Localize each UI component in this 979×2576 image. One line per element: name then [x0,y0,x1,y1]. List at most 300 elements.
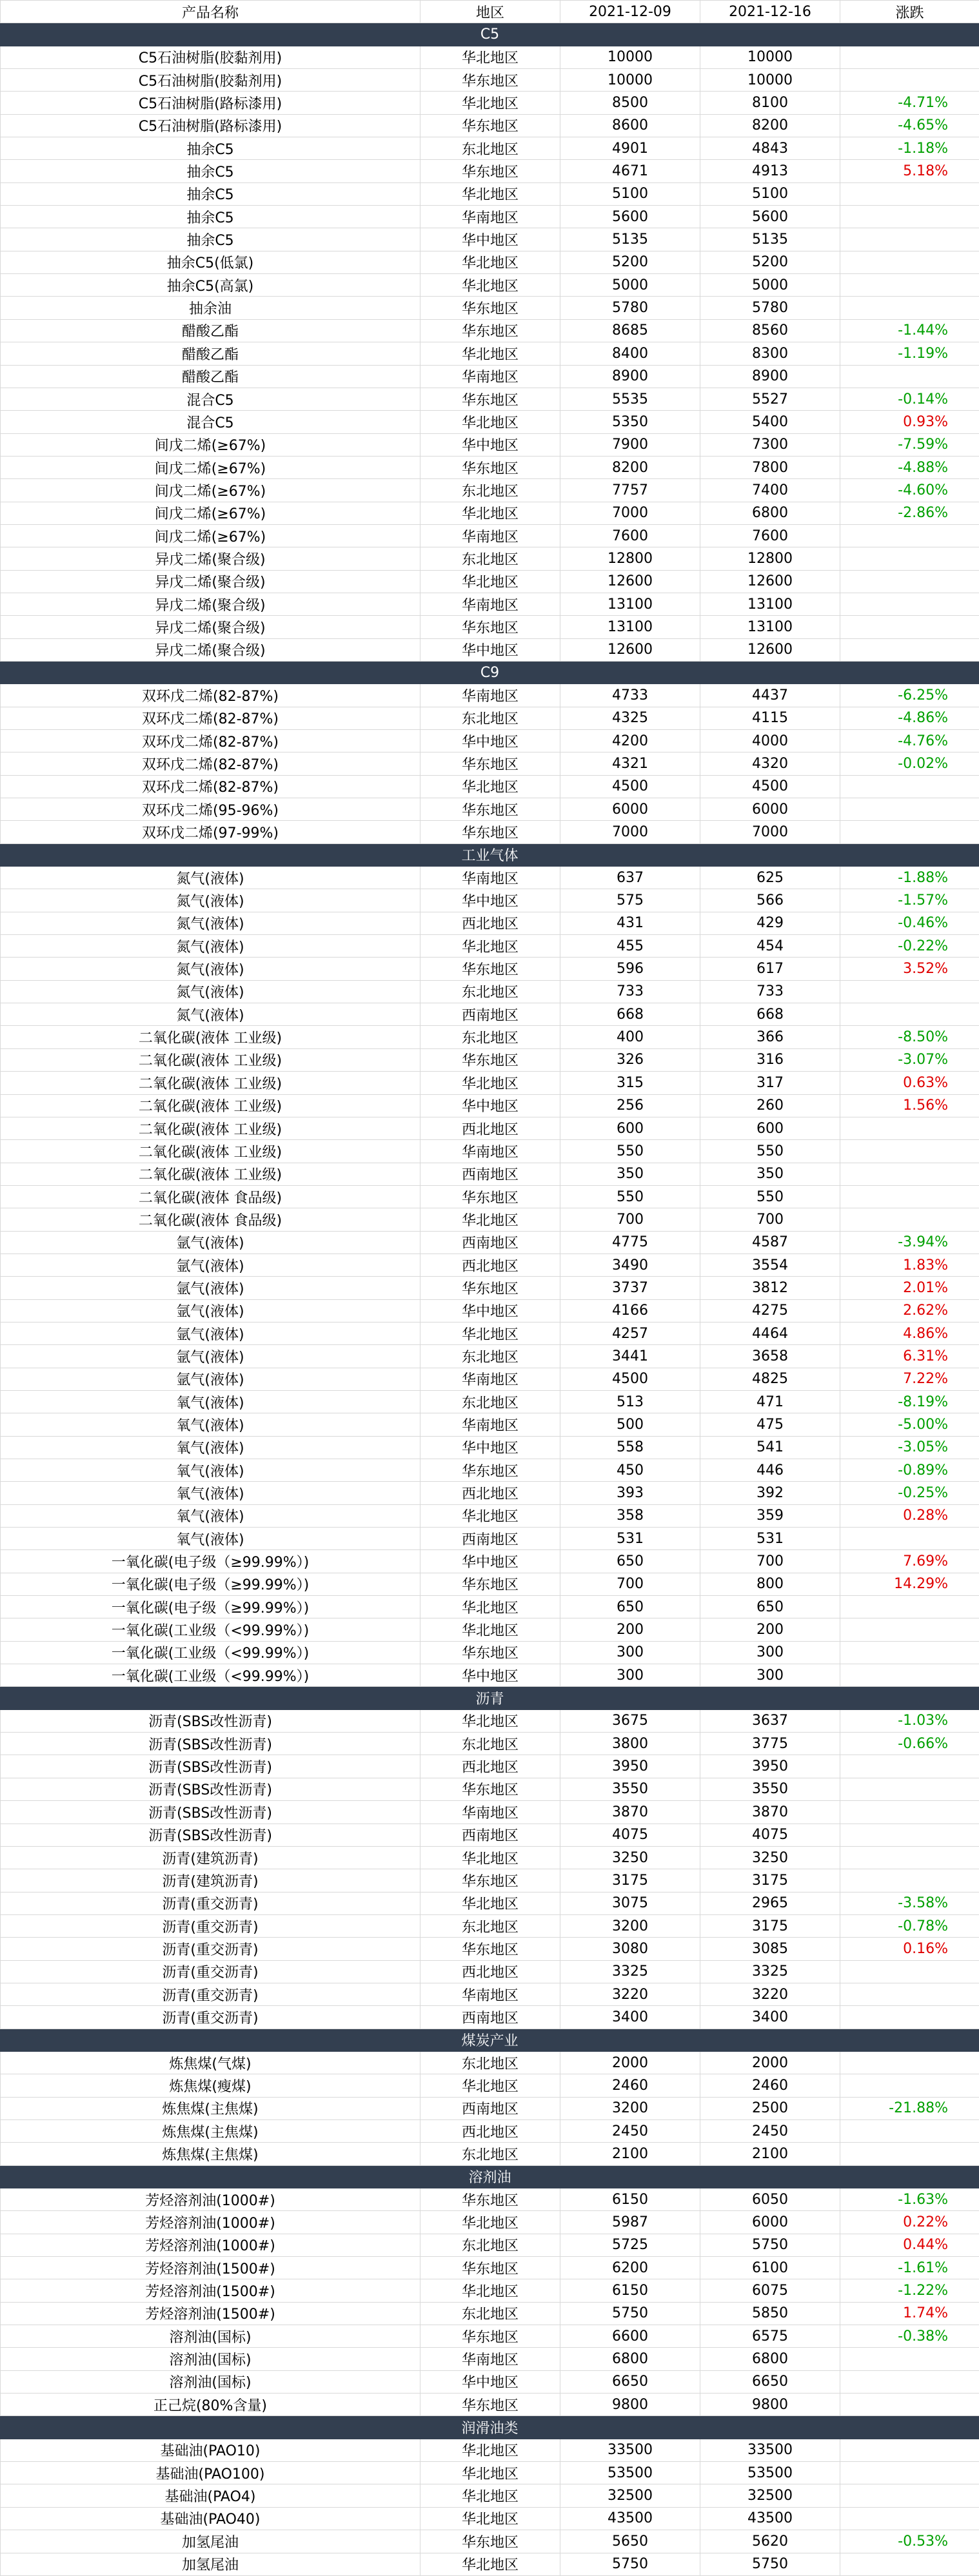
cell-price-1: 513 [560,1390,700,1413]
cell-price-2: 2965 [700,1892,840,1914]
table-row [1,1641,979,1664]
cell-price-1: 5987 [560,2211,700,2234]
cell-price-1: 12600 [560,638,700,661]
header-row [1,1,979,23]
cell-price-2: 3550 [700,1778,840,1800]
cell-product-name: 炼焦煤(瘦煤) [1,2074,420,2097]
cell-price-1: 10000 [560,46,700,68]
cell-price-1: 3175 [560,1869,700,1892]
cell-region: 华中地区 [420,889,560,912]
table-row [1,46,979,68]
cell-change [840,616,979,638]
cell-product-name: 二氧化碳(液体 食品级) [1,1208,420,1231]
cell-price-1: 558 [560,1436,700,1459]
cell-change: 3.52% [840,958,979,980]
table-row [1,319,979,342]
cell-product-name: C5石油树脂(胶黏剂用) [1,69,420,92]
cell-region: 西北地区 [420,912,560,934]
table-row [1,1140,979,1163]
cell-region: 西南地区 [420,1824,560,1846]
cell-product-name: 双环戊二烯(97-99%) [1,821,420,843]
cell-price-2: 531 [700,1528,840,1550]
cell-change: -0.78% [840,1914,979,1937]
cell-price-1: 450 [560,1459,700,1482]
table-row [1,1846,979,1869]
cell-price-2: 5527 [700,388,840,410]
table-row [1,365,979,388]
cell-region: 东北地区 [420,1733,560,1755]
cell-region: 华南地区 [420,1983,560,2005]
cell-region: 东北地区 [420,980,560,1003]
cell-product-name: 氮气(液体) [1,889,420,912]
table-row [1,2530,979,2553]
cell-region: 华北地区 [420,2439,560,2461]
cell-price-1: 10000 [560,69,700,92]
table-row [1,2006,979,2029]
cell-product-name: 一氧化碳(电子级（≥99.99%）) [1,1596,420,1618]
cell-region: 华东地区 [420,2188,560,2211]
table-row [1,935,979,958]
cell-change: -1.18% [840,137,979,160]
cell-product-name: C5石油树脂(胶黏剂用) [1,46,420,68]
table-row [1,1550,979,1573]
table-row [1,2325,979,2348]
cell-region: 华中地区 [420,1299,560,1322]
cell-price-2: 6000 [700,2211,840,2234]
cell-price-2: 446 [700,1459,840,1482]
cell-price-1: 575 [560,889,700,912]
cell-region: 华东地区 [420,1938,560,1960]
cell-price-2: 4075 [700,1824,840,1846]
cell-price-2: 5620 [700,2530,840,2553]
table-row [1,616,979,638]
cell-price-2: 700 [700,1550,840,1573]
cell-price-1: 6000 [560,798,700,821]
cell-price-2: 3950 [700,1755,840,1778]
table-row [1,2484,979,2507]
cell-region: 华东地区 [420,319,560,342]
cell-change [840,775,979,798]
cell-product-name: 氩气(液体) [1,1345,420,1368]
cell-region: 华中地区 [420,1664,560,1687]
cell-price-1: 7757 [560,479,700,502]
cell-price-2: 3775 [700,1733,840,1755]
cell-change: -3.05% [840,1436,979,1459]
cell-price-1: 4257 [560,1322,700,1344]
cell-change: -0.14% [840,388,979,410]
cell-region: 华东地区 [420,388,560,410]
cell-change [840,1801,979,1824]
cell-price-2: 3554 [700,1254,840,1276]
cell-region: 华东地区 [420,2394,560,2416]
cell-change [840,593,979,615]
cell-price-2: 10000 [700,46,840,68]
cell-price-1: 5750 [560,2553,700,2575]
cell-change [840,1003,979,1026]
cell-change [840,2462,979,2484]
cell-product-name: 间戊二烯(≥67%) [1,502,420,524]
cell-region: 西南地区 [420,1003,560,1026]
cell-change: -1.22% [840,2279,979,2302]
table-row [1,479,979,502]
table-row [1,1026,979,1048]
cell-price-1: 7000 [560,821,700,843]
table-row [1,160,979,182]
cell-product-name: 抽余油 [1,297,420,319]
cell-price-2: 12800 [700,547,840,570]
cell-product-name: 芳烃溶剂油(1500#) [1,2279,420,2302]
cell-price-1: 12600 [560,570,700,593]
cell-price-1: 5200 [560,251,700,273]
cell-change [840,1778,979,1800]
cell-price-1: 12800 [560,547,700,570]
cell-product-name: 沥青(重交沥青) [1,1938,420,1960]
table-row [1,2074,979,2097]
cell-change [840,2119,979,2142]
cell-region: 华东地区 [420,798,560,821]
section-header-row [1,661,979,683]
cell-product-name: 双环戊二烯(82-87%) [1,684,420,707]
table-row [1,2279,979,2302]
cell-product-name: 炼焦煤(气煤) [1,2051,420,2074]
cell-change: -1.03% [840,1709,979,1732]
cell-product-name: 二氧化碳(液体 食品级) [1,1185,420,1208]
cell-price-1: 550 [560,1185,700,1208]
cell-price-1: 5535 [560,388,700,410]
section-header-row [1,23,979,46]
cell-change [840,2143,979,2165]
header-date-2: 2021-12-16 [700,1,840,23]
cell-price-2: 5400 [700,411,840,433]
cell-region: 西北地区 [420,1117,560,1139]
cell-price-1: 3220 [560,1983,700,2005]
table-header [1,1,979,23]
table-row [1,92,979,114]
cell-change: 5.18% [840,160,979,182]
cell-change: -5.00% [840,1413,979,1436]
cell-price-2: 4913 [700,160,840,182]
cell-price-1: 4321 [560,752,700,775]
table-row [1,1778,979,1800]
cell-region: 华东地区 [420,2257,560,2279]
cell-price-1: 700 [560,1208,700,1231]
cell-product-name: 芳烃溶剂油(1000#) [1,2188,420,2211]
cell-region: 华南地区 [420,365,560,388]
cell-region: 华中地区 [420,433,560,456]
cell-product-name: 抽余C5 [1,160,420,182]
cell-price-1: 6650 [560,2370,700,2393]
header-product-name: 产品名称 [1,1,420,23]
cell-price-1: 350 [560,1163,700,1185]
cell-region: 华东地区 [420,160,560,182]
cell-product-name: 基础油(PAO4) [1,2484,420,2507]
cell-price-1: 5600 [560,206,700,228]
cell-region: 华北地区 [420,251,560,273]
cell-product-name: 沥青(SBS改性沥青) [1,1709,420,1732]
cell-price-2: 53500 [700,2462,840,2484]
section-header-row [1,2416,979,2439]
cell-region: 东北地区 [420,137,560,160]
cell-change: 0.44% [840,2234,979,2256]
cell-change [840,1596,979,1618]
cell-region: 华北地区 [420,182,560,205]
cell-product-name: 抽余C5(高氯) [1,274,420,297]
cell-product-name: 抽余C5(低氯) [1,251,420,273]
cell-product-name: 芳烃溶剂油(1500#) [1,2302,420,2325]
cell-price-2: 366 [700,1026,840,1048]
table-row [1,752,979,775]
cell-product-name: 一氧化碳(工业级（<99.99%）) [1,1664,420,1687]
cell-region: 东北地区 [420,2234,560,2256]
cell-region: 华北地区 [420,274,560,297]
cell-price-1: 8600 [560,114,700,137]
table-row [1,433,979,456]
table-row [1,1755,979,1778]
table-row [1,2211,979,2234]
cell-change: 7.69% [840,1550,979,1573]
table-row [1,2348,979,2370]
cell-price-2: 454 [700,935,840,958]
cell-price-1: 3737 [560,1277,700,1299]
cell-price-1: 3200 [560,2097,700,2119]
cell-price-1: 32500 [560,2484,700,2507]
cell-change [840,2439,979,2461]
cell-price-2: 5850 [700,2302,840,2325]
table-row [1,570,979,593]
cell-region: 华北地区 [420,2074,560,2097]
cell-price-2: 3220 [700,1983,840,2005]
cell-product-name: 芳烃溶剂油(1000#) [1,2234,420,2256]
cell-region: 华东地区 [420,1185,560,1208]
cell-region: 华东地区 [420,456,560,478]
table-row [1,867,979,889]
table-row [1,1413,979,1436]
cell-price-1: 4075 [560,1824,700,1846]
cell-region: 西北地区 [420,1482,560,1504]
cell-region: 东北地区 [420,1026,560,1048]
cell-price-2: 5100 [700,182,840,205]
cell-price-2: 550 [700,1140,840,1163]
cell-price-1: 4325 [560,707,700,729]
cell-product-name: 氩气(液体) [1,1231,420,1254]
cell-product-name: 二氧化碳(液体 工业级) [1,1140,420,1163]
cell-region: 华南地区 [420,867,560,889]
cell-price-2: 5750 [700,2553,840,2575]
table-row [1,1528,979,1550]
section-title: 煤炭产业 [1,2029,979,2051]
table-row [1,1960,979,1983]
cell-change: 0.16% [840,1938,979,1960]
cell-region: 东北地区 [420,2143,560,2165]
cell-change: 0.63% [840,1072,979,1094]
table-row [1,114,979,137]
cell-change [840,638,979,661]
cell-product-name: 炼焦煤(主焦煤) [1,2119,420,2142]
cell-region: 东北地区 [420,2051,560,2074]
cell-price-2: 8900 [700,365,840,388]
cell-price-2: 7400 [700,479,840,502]
cell-change [840,251,979,273]
cell-product-name: 氮气(液体) [1,980,420,1003]
cell-region: 华东地区 [420,1573,560,1595]
cell-price-2: 550 [700,1185,840,1208]
section-title: C5 [1,23,979,46]
cell-price-2: 4320 [700,752,840,775]
cell-region: 华东地区 [420,2530,560,2553]
cell-price-2: 2000 [700,2051,840,2074]
cell-product-name: 沥青(SBS改性沥青) [1,1733,420,1755]
cell-product-name: 抽余C5 [1,182,420,205]
cell-region: 华北地区 [420,2462,560,2484]
cell-price-2: 350 [700,1163,840,1185]
cell-price-2: 650 [700,1596,840,1618]
cell-price-1: 5350 [560,411,700,433]
cell-price-2: 800 [700,1573,840,1595]
cell-price-2: 2450 [700,2119,840,2142]
cell-region: 华南地区 [420,1801,560,1824]
cell-region: 华北地区 [420,1892,560,1914]
cell-price-1: 5750 [560,2302,700,2325]
cell-product-name: 双环戊二烯(82-87%) [1,707,420,729]
cell-product-name: 沥青(建筑沥青) [1,1869,420,1892]
cell-price-2: 4115 [700,707,840,729]
cell-region: 华北地区 [420,775,560,798]
cell-change: -4.71% [840,92,979,114]
cell-price-1: 3400 [560,2006,700,2029]
section-header-row [1,2029,979,2051]
table-row [1,1003,979,1026]
cell-change: 1.83% [840,1254,979,1276]
cell-change: 0.22% [840,2211,979,2234]
cell-product-name: 一氧化碳(电子级（≥99.99%）) [1,1550,420,1573]
cell-price-1: 3075 [560,1892,700,1914]
cell-region: 东北地区 [420,547,560,570]
cell-region: 西北地区 [420,1960,560,1983]
cell-change [840,2484,979,2507]
table-row [1,411,979,433]
cell-price-2: 32500 [700,2484,840,2507]
cell-product-name: 氩气(液体) [1,1368,420,1390]
cell-region: 华东地区 [420,752,560,775]
cell-change [840,2006,979,2029]
cell-price-2: 5750 [700,2234,840,2256]
cell-product-name: 间戊二烯(≥67%) [1,433,420,456]
cell-region: 华东地区 [420,114,560,137]
cell-region: 华北地区 [420,2484,560,2507]
cell-change [840,46,979,68]
section-title: 溶剂油 [1,2165,979,2188]
table-row [1,2553,979,2575]
cell-product-name: 二氧化碳(液体 工业级) [1,1048,420,1071]
table-row [1,547,979,570]
cell-change: -21.88% [840,2097,979,2119]
cell-product-name: 沥青(SBS改性沥青) [1,1824,420,1846]
table-row [1,958,979,980]
table-row [1,889,979,912]
cell-region: 华南地区 [420,1413,560,1436]
cell-price-1: 500 [560,1413,700,1436]
cell-price-1: 600 [560,1117,700,1139]
table-row [1,1938,979,1960]
cell-price-1: 256 [560,1094,700,1117]
cell-price-2: 625 [700,867,840,889]
cell-price-1: 3550 [560,1778,700,1800]
cell-product-name: 抽余C5 [1,228,420,251]
table-row [1,456,979,478]
cell-region: 西北地区 [420,2119,560,2142]
cell-price-1: 4671 [560,160,700,182]
cell-price-2: 33500 [700,2439,840,2461]
cell-change: -2.86% [840,502,979,524]
cell-region: 华中地区 [420,1094,560,1117]
cell-price-1: 2450 [560,2119,700,2142]
cell-region: 华南地区 [420,684,560,707]
cell-price-2: 7800 [700,456,840,478]
cell-price-1: 4901 [560,137,700,160]
cell-product-name: 沥青(重交沥青) [1,1983,420,2005]
table-row [1,1596,979,1618]
table-row [1,342,979,365]
table-row [1,1892,979,1914]
cell-change: -8.50% [840,1026,979,1048]
table-row [1,1801,979,1824]
table-row [1,137,979,160]
cell-price-2: 4587 [700,1231,840,1254]
cell-change [840,1117,979,1139]
cell-change: -0.25% [840,1482,979,1504]
cell-product-name: 氧气(液体) [1,1413,420,1436]
table-row [1,524,979,547]
cell-product-name: 氮气(液体) [1,935,420,958]
table-row [1,182,979,205]
table-row [1,502,979,524]
cell-region: 华东地区 [420,2325,560,2348]
cell-change: -4.88% [840,456,979,478]
cell-price-1: 7600 [560,524,700,547]
cell-price-2: 5200 [700,251,840,273]
cell-change [840,1618,979,1641]
cell-price-1: 650 [560,1596,700,1618]
cell-change [840,1528,979,1550]
cell-price-1: 3490 [560,1254,700,1276]
cell-change [840,228,979,251]
cell-region: 华北地区 [420,935,560,958]
table-row [1,684,979,707]
cell-price-2: 7000 [700,821,840,843]
cell-product-name: 氮气(液体) [1,958,420,980]
cell-price-2: 6100 [700,2257,840,2279]
cell-change: 0.28% [840,1504,979,1527]
cell-change: -1.63% [840,2188,979,2211]
section-title: 沥青 [1,1687,979,1709]
cell-change [840,1846,979,1869]
cell-region: 华北地区 [420,1618,560,1641]
cell-price-2: 475 [700,1413,840,1436]
cell-price-1: 6150 [560,2188,700,2211]
cell-product-name: 氩气(液体) [1,1254,420,1276]
cell-price-1: 393 [560,1482,700,1504]
cell-region: 华中地区 [420,1436,560,1459]
cell-change [840,2394,979,2416]
table-row [1,2051,979,2074]
cell-price-1: 5100 [560,182,700,205]
cell-product-name: 氧气(液体) [1,1482,420,1504]
table-row [1,2143,979,2165]
cell-change [840,1185,979,1208]
cell-price-2: 3812 [700,1277,840,1299]
cell-change: -4.86% [840,707,979,729]
table-row [1,2257,979,2279]
